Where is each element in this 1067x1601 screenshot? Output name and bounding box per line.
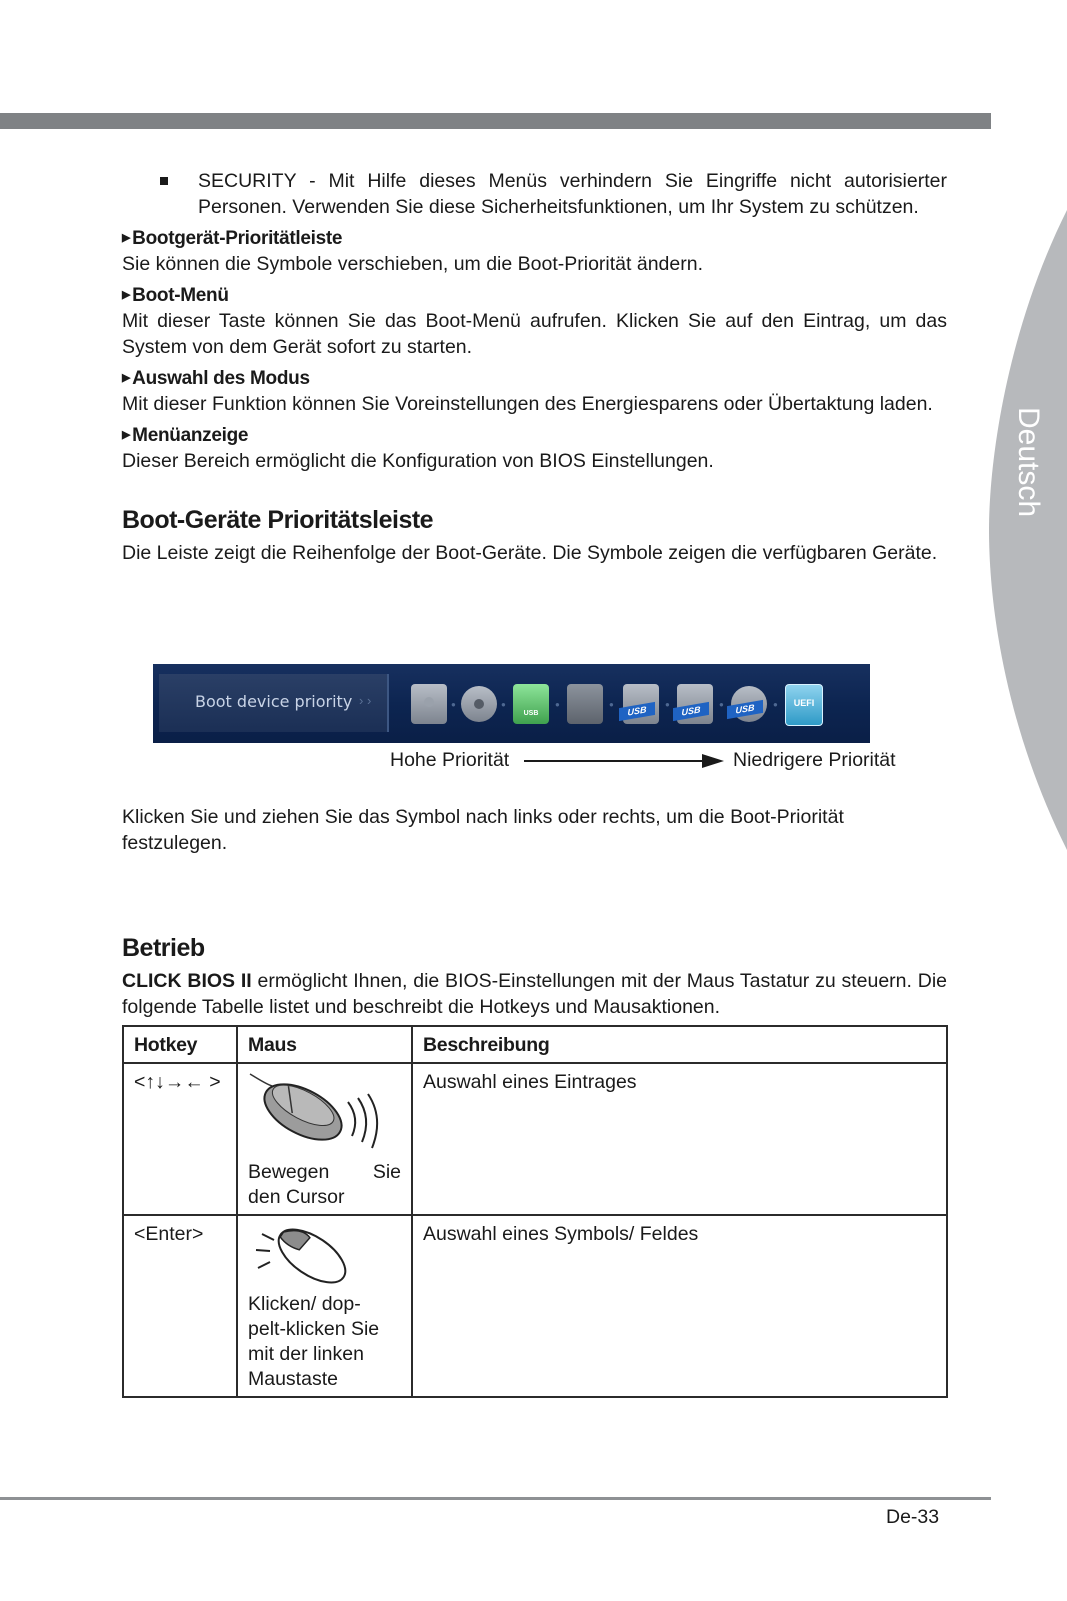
bullet-square-icon — [160, 177, 168, 185]
section-heading-boot-bar: ▶ Bootgerät-Prioritätleiste — [122, 228, 343, 249]
boot-priority-label: Boot device priority — [195, 692, 353, 711]
network-device-icon[interactable] — [567, 684, 603, 724]
header-bar — [0, 113, 991, 129]
hotkey-cell: <Enter> — [123, 1215, 237, 1397]
hdd-device-icon[interactable] — [411, 684, 447, 724]
priority-arrow-icon — [702, 754, 724, 768]
triangle-icon: ▶ — [122, 232, 131, 244]
separator-icon: ● — [501, 700, 506, 709]
mouse-caption-line: pelt-klicken Sie — [248, 1318, 380, 1340]
side-tab-label: Deutsch — [1012, 406, 1045, 518]
description-cell: Auswahl eines Eintrages — [412, 1063, 947, 1215]
high-priority-label: Hohe Priorität — [390, 749, 510, 771]
description-cell: Auswahl eines Symbols/ Feldes — [412, 1215, 947, 1397]
section-text-boot-menu: Mit dieser Taste können Sie das Boot-Menü aufrufen. Klicken Sie auf den Eintrag, um das System von dem Gerät sofort zu starten. — [122, 310, 947, 358]
boot-priority-panel — [159, 674, 389, 732]
triangle-icon: ▶ — [122, 372, 131, 384]
hotkey-table — [122, 1025, 948, 1398]
mouse-move-icon — [248, 1072, 398, 1154]
mouse-cell — [237, 1063, 412, 1215]
mouse-caption-line: mit der linken — [248, 1343, 364, 1365]
table-row — [123, 1063, 947, 1215]
separator-icon: ● — [773, 700, 778, 709]
section-heading-boot-menu: ▶ Boot-Menü — [122, 285, 229, 306]
footer-rule — [0, 1497, 991, 1500]
section-text-boot-bar: Sie können die Symbole verschieben, um die Boot-Priorität ändern. — [122, 253, 703, 275]
operation-intro-text: ermöglicht Ihnen, die BIOS-Einstellungen mit der Maus Tastatur zu steuern. Die folgende Tabelle listet und beschreibt die Hotkeys und Mausaktionen. — [122, 970, 947, 1018]
usb-floppy-icon[interactable]: USB — [677, 684, 713, 724]
header-description: Beschreibung — [412, 1026, 947, 1063]
hotkey-cell: <↑↓→← > — [123, 1063, 237, 1215]
mouse-caption-line: Bewegen Sie — [248, 1161, 401, 1183]
triangle-icon: ▶ — [122, 289, 131, 301]
security-bullet — [122, 168, 947, 220]
header-mouse: Maus — [237, 1026, 412, 1063]
uefi-device-icon[interactable]: UEFI — [785, 684, 823, 726]
table-header-row — [123, 1026, 947, 1063]
section-heading-mode: ▶ Auswahl des Modus — [122, 368, 310, 389]
section-heading-menu-display: ▶ Menüanzeige — [122, 425, 249, 446]
chevrons-icon: › › — [359, 693, 372, 708]
security-term: SECURITY — [198, 170, 297, 192]
separator-icon: ● — [719, 700, 724, 709]
click-bios-term: CLICK BIOS II — [122, 970, 252, 992]
mouse-caption-line: Maustaste — [248, 1368, 338, 1390]
optical-disc-icon[interactable] — [461, 686, 497, 722]
mouse-click-icon — [248, 1224, 358, 1286]
mouse-caption-line: Klicken/ dop- — [248, 1293, 361, 1315]
low-priority-label: Niedrigere Priorität — [733, 749, 896, 771]
boot-priority-heading: Boot-Geräte Prioritätsleiste — [122, 506, 434, 534]
separator-icon: ● — [451, 700, 456, 709]
mouse-caption-line: den Cursor — [248, 1186, 345, 1208]
usb-optical-icon[interactable]: USB — [731, 686, 767, 722]
boot-priority-instruction: Klicken Sie und ziehen Sie das Symbol nach links oder rechts, um die Boot-Priorität festzulegen. — [122, 806, 844, 854]
separator-icon: ● — [555, 700, 560, 709]
separator-icon: ● — [609, 700, 614, 709]
boot-device-priority-bar — [153, 664, 870, 743]
usb-hdd-icon[interactable]: USB — [623, 684, 659, 724]
usb-stick-icon[interactable]: USB — [513, 684, 549, 724]
page-content — [122, 168, 947, 566]
priority-arrow-line — [524, 760, 704, 762]
triangle-icon: ▶ — [122, 429, 131, 441]
table-row — [123, 1215, 947, 1397]
section-text-mode: Mit dieser Funktion können Sie Voreinstellungen des Energiesparens oder Übertaktung laden. — [122, 393, 933, 415]
operation-intro — [122, 968, 947, 1020]
header-hotkey: Hotkey — [123, 1026, 237, 1063]
section-text-menu-display: Dieser Bereich ermöglicht die Konfiguration von BIOS Einstellungen. — [122, 450, 714, 472]
boot-priority-intro: Die Leiste zeigt die Reihenfolge der Boot-Geräte. Die Symbole zeigen die verfügbaren Geräte. — [122, 542, 938, 564]
operation-heading: Betrieb — [122, 934, 205, 962]
separator-icon: ● — [665, 700, 670, 709]
security-text: - Mit Hilfe dieses Menüs verhindern Sie Eingriffe nicht autorisierter Personen. Verwenden Sie diese Sicherheitsfunktionen, um Ihr System zu schützen. — [198, 170, 947, 218]
mouse-cell — [237, 1215, 412, 1397]
page-number: De-33 — [886, 1506, 940, 1528]
